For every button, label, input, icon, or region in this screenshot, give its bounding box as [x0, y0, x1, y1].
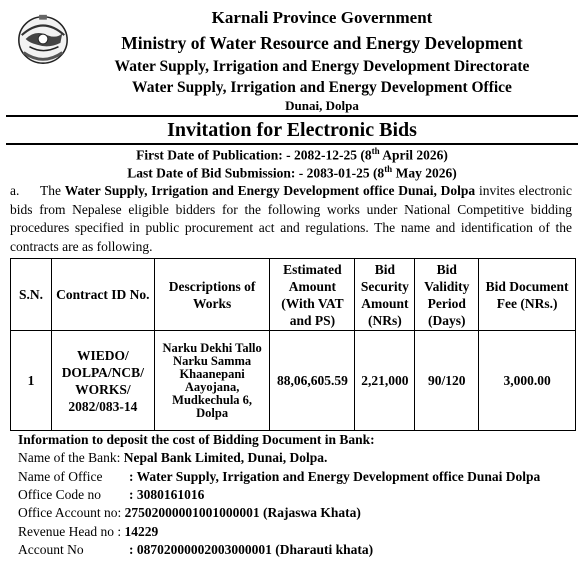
cell-sn: 1: [11, 331, 52, 431]
bids-table: [10, 258, 576, 431]
publication-date: First Date of Publication: - 2082-12-25 (8th April 2026): [136, 146, 448, 163]
office-code-line: Office Code no : 3080161016: [18, 487, 205, 502]
office-name: Water Supply, Irrigation and Energy Development office Dunai, Dolpa: [64, 183, 476, 198]
header-province: Karnali Province Government: [211, 8, 433, 27]
office-name-line: Name of Office : Water Supply, Irrigation and Energy Development office Dunai Dolpa: [18, 469, 541, 484]
account-no-line: Account No : 08702000002003000001 (Dharauti khata): [18, 542, 374, 557]
office-account: 27502000001001000001 (Rajaswa Khata): [124, 505, 361, 520]
header-ministry: Ministry of Water Resource and Energy Development: [121, 33, 523, 53]
cell-description: Narku Dekhi Tallo Narku Samma Khaanepani Aayojana, Mudkechula 6, Dolpa: [154, 331, 270, 431]
revenue-head-line: Revenue Head no : 14229: [18, 524, 159, 539]
table-header-row: [11, 259, 576, 331]
header-directorate: Water Supply, Irrigation and Energy Development Directorate: [114, 58, 530, 75]
bank-name: Nepal Bank Limited, Dunai, Dolpa.: [123, 450, 328, 465]
cell-bid-validity: 90/120: [415, 331, 479, 431]
submission-date: Last Date of Bid Submission: - 2083-01-25 (8th May 2026): [127, 164, 457, 181]
notice-title: Invitation for Electronic Bids: [6, 115, 578, 145]
col-bid-security: Bid Security Amount (NRs): [355, 259, 415, 331]
col-document-fee: Bid Document Fee (NRs.): [479, 259, 576, 331]
col-bid-validity: Bid Validity Period (Days): [415, 259, 479, 331]
account-no: : 08702000002003000001 (Dharauti khata): [129, 542, 374, 557]
cell-estimated-amount: 88,06,605.59: [270, 331, 355, 431]
col-sn: S.N.: [11, 259, 52, 331]
cell-bid-security: 2,21,000: [355, 331, 415, 431]
col-description: Descriptions of Works: [154, 259, 270, 331]
office-account-line: Office Account no: 27502000001001000001 (Rajaswa Khata): [18, 505, 361, 520]
col-contract-id: Contract ID No.: [51, 259, 154, 331]
col-estimated-amount: Estimated Amount (With VAT and PS): [270, 259, 355, 331]
header-office: Water Supply, Irrigation and Energy Development Office: [132, 79, 512, 96]
intro-paragraph: a. The Water Supply, Irrigation and Energy Development office Dunai, Dolpa invites electronic bids from Nepalese eligible bidders for the following works under National Competitive bidding procedures specified in public procurement act and regulations. The name and identification of the contracts are as following.: [10, 183, 572, 254]
cell-document-fee: 3,000.00: [479, 331, 576, 431]
cell-contract-id: WIEDO/ DOLPA/NCB/ WORKS/ 2082/083-14: [51, 331, 154, 431]
revenue-head: 14229: [124, 524, 159, 539]
office-name-value: : Water Supply, Irrigation and Energy Development office Dunai Dolpa: [129, 469, 541, 484]
list-marker: a.: [10, 183, 20, 198]
bank-name-line: Name of the Bank: Nepal Bank Limited, Dunai, Dolpa.: [18, 450, 328, 465]
header-location: Dunai, Dolpa: [285, 98, 359, 113]
bank-info-heading: Information to deposit the cost of Bidding Document in Bank:: [18, 432, 375, 447]
table-row: [11, 331, 576, 431]
office-code: : 3080161016: [129, 487, 205, 502]
